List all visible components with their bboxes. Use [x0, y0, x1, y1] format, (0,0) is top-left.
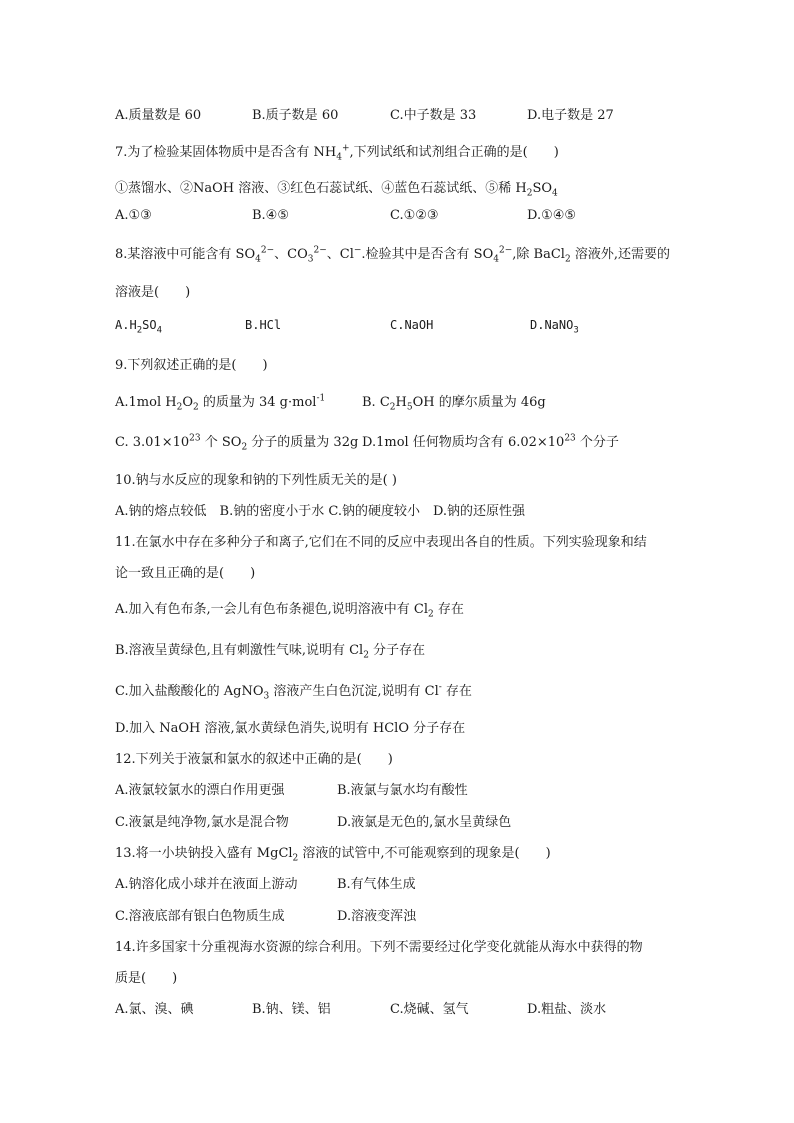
q14-stem-line2: 质是( ): [115, 971, 178, 986]
q9-option-a: A.1mol $H_2O_2$ 的质量为 34 g·mol$^{-1}$: [115, 393, 326, 413]
q12-stem: 12.下列关于液氯和氯水的叙述中正确的是( ): [115, 752, 393, 767]
q6-option-d: D.电子数是 27: [527, 108, 614, 123]
q13-option-b: B.有气体生成: [337, 877, 416, 892]
q7-option-b: B.④⑤: [252, 208, 289, 223]
q9-option-b: B. $C_2H_5OH$ 的摩尔质量为 46g: [362, 395, 546, 413]
q6-option-c: C.中子数是 33: [390, 108, 477, 123]
q11-option-c: C.加入盐酸酸化的 AgNO$_3$ 溶液产生白色沉淀,说明有 Cl- 存在: [115, 682, 472, 702]
q14-option-c: C.烧碱、氢气: [390, 1002, 469, 1017]
q8-stem: 8.某溶液中可能含有 $SO_4^{2-}$、$CO_3^{2-}$、Cl−.检验其中是否含有 $SO_4^{2-}$,除 BaCl$_2$ 溶液外,还需要的: [115, 245, 670, 265]
q7-option-c: C.①②③: [390, 208, 439, 223]
q12-option-a: A.液氯较氯水的漂白作用更强: [115, 783, 285, 798]
q7-option-d: D.①④⑤: [527, 208, 577, 223]
q11-option-a: A.加入有色布条,一会儿有色布条褪色,说明溶液中有 $Cl_2$ 存在: [115, 602, 464, 620]
q9-option-d: D.1mol 任何物质均含有 $6.02\times 10^{23}$ 个分子: [362, 433, 619, 450]
q10-options: A.钠的熔点较低 B.钠的密度小于水 C.钠的硬度较小 D.钠的还原性强: [115, 504, 526, 519]
q13-option-a: A.钠溶化成小球并在液面上游动: [115, 877, 298, 892]
q7-option-a: A.①③: [115, 208, 152, 223]
q14-option-d: D.粗盐、淡水: [527, 1002, 607, 1017]
q13-option-c: C.溶液底部有银白色物质生成: [115, 909, 285, 924]
q11-option-d: D.加入 NaOH 溶液,氯水黄绿色消失,说明有 HClO 分子存在: [115, 721, 466, 736]
q11-option-b: B.溶液呈黄绿色,且有刺激性气味,说明有 $Cl_2$ 分子存在: [115, 643, 426, 661]
q12-option-b: B.液氯与氯水均有酸性: [337, 783, 468, 798]
q8-option-b: B.HCl: [245, 318, 282, 332]
q11-stem-line1: 11.在氯水中存在多种分子和离子,它们在不同的反应中表现出各自的性质。下列实验现象和结: [115, 535, 647, 550]
q12-option-d: D.液氯是无色的,氯水呈黄绿色: [337, 815, 512, 830]
q10-stem: 10.钠与水反应的现象和钠的下列性质无关的是( ): [115, 473, 397, 488]
q9-option-c: C. $3.01\times 10^{23}$ 个 $SO_2$ 分子的质量为 32g: [115, 433, 359, 453]
q8-option-a: $A.H_2SO_4$: [115, 318, 162, 336]
q14-option-a: A.氯、溴、碘: [115, 1002, 194, 1017]
q8-option-c: C.NaOH: [390, 318, 434, 332]
q8-stem-line2: 溶液是( ): [115, 285, 191, 300]
q7-stem: 7.为了检验某固体物质中是否含有 $NH_4^+$,下列试纸和试剂组合正确的是( ): [115, 143, 559, 163]
q7-reagents: ①蒸馏水、②NaOH 溶液、③红色石蕊试纸、④蓝色石蕊试纸、⑤稀 $H_2SO_4$: [115, 181, 558, 199]
q13-stem: 13.将一小块钠投入盛有 MgCl$_2$ 溶液的试管中,不可能观察到的现象是( ): [115, 846, 551, 864]
q12-option-c: C.液氯是纯净物,氯水是混合物: [115, 815, 289, 830]
q8-option-d: D.NaNO$_3$: [530, 318, 579, 336]
q11-stem-line2: 论一致且正确的是( ): [115, 566, 256, 581]
q6-option-a: A.质量数是 60: [115, 108, 202, 123]
q9-stem: 9.下列叙述正确的是( ): [115, 358, 268, 373]
q13-option-d: D.溶液变浑浊: [337, 909, 417, 924]
q14-stem-line1: 14.许多国家十分重视海水资源的综合利用。下列不需要经过化学变化就能从海水中获得的物: [115, 940, 643, 955]
q6-option-b: B.质子数是 60: [252, 108, 339, 123]
q14-option-b: B.钠、镁、铝: [252, 1002, 331, 1017]
